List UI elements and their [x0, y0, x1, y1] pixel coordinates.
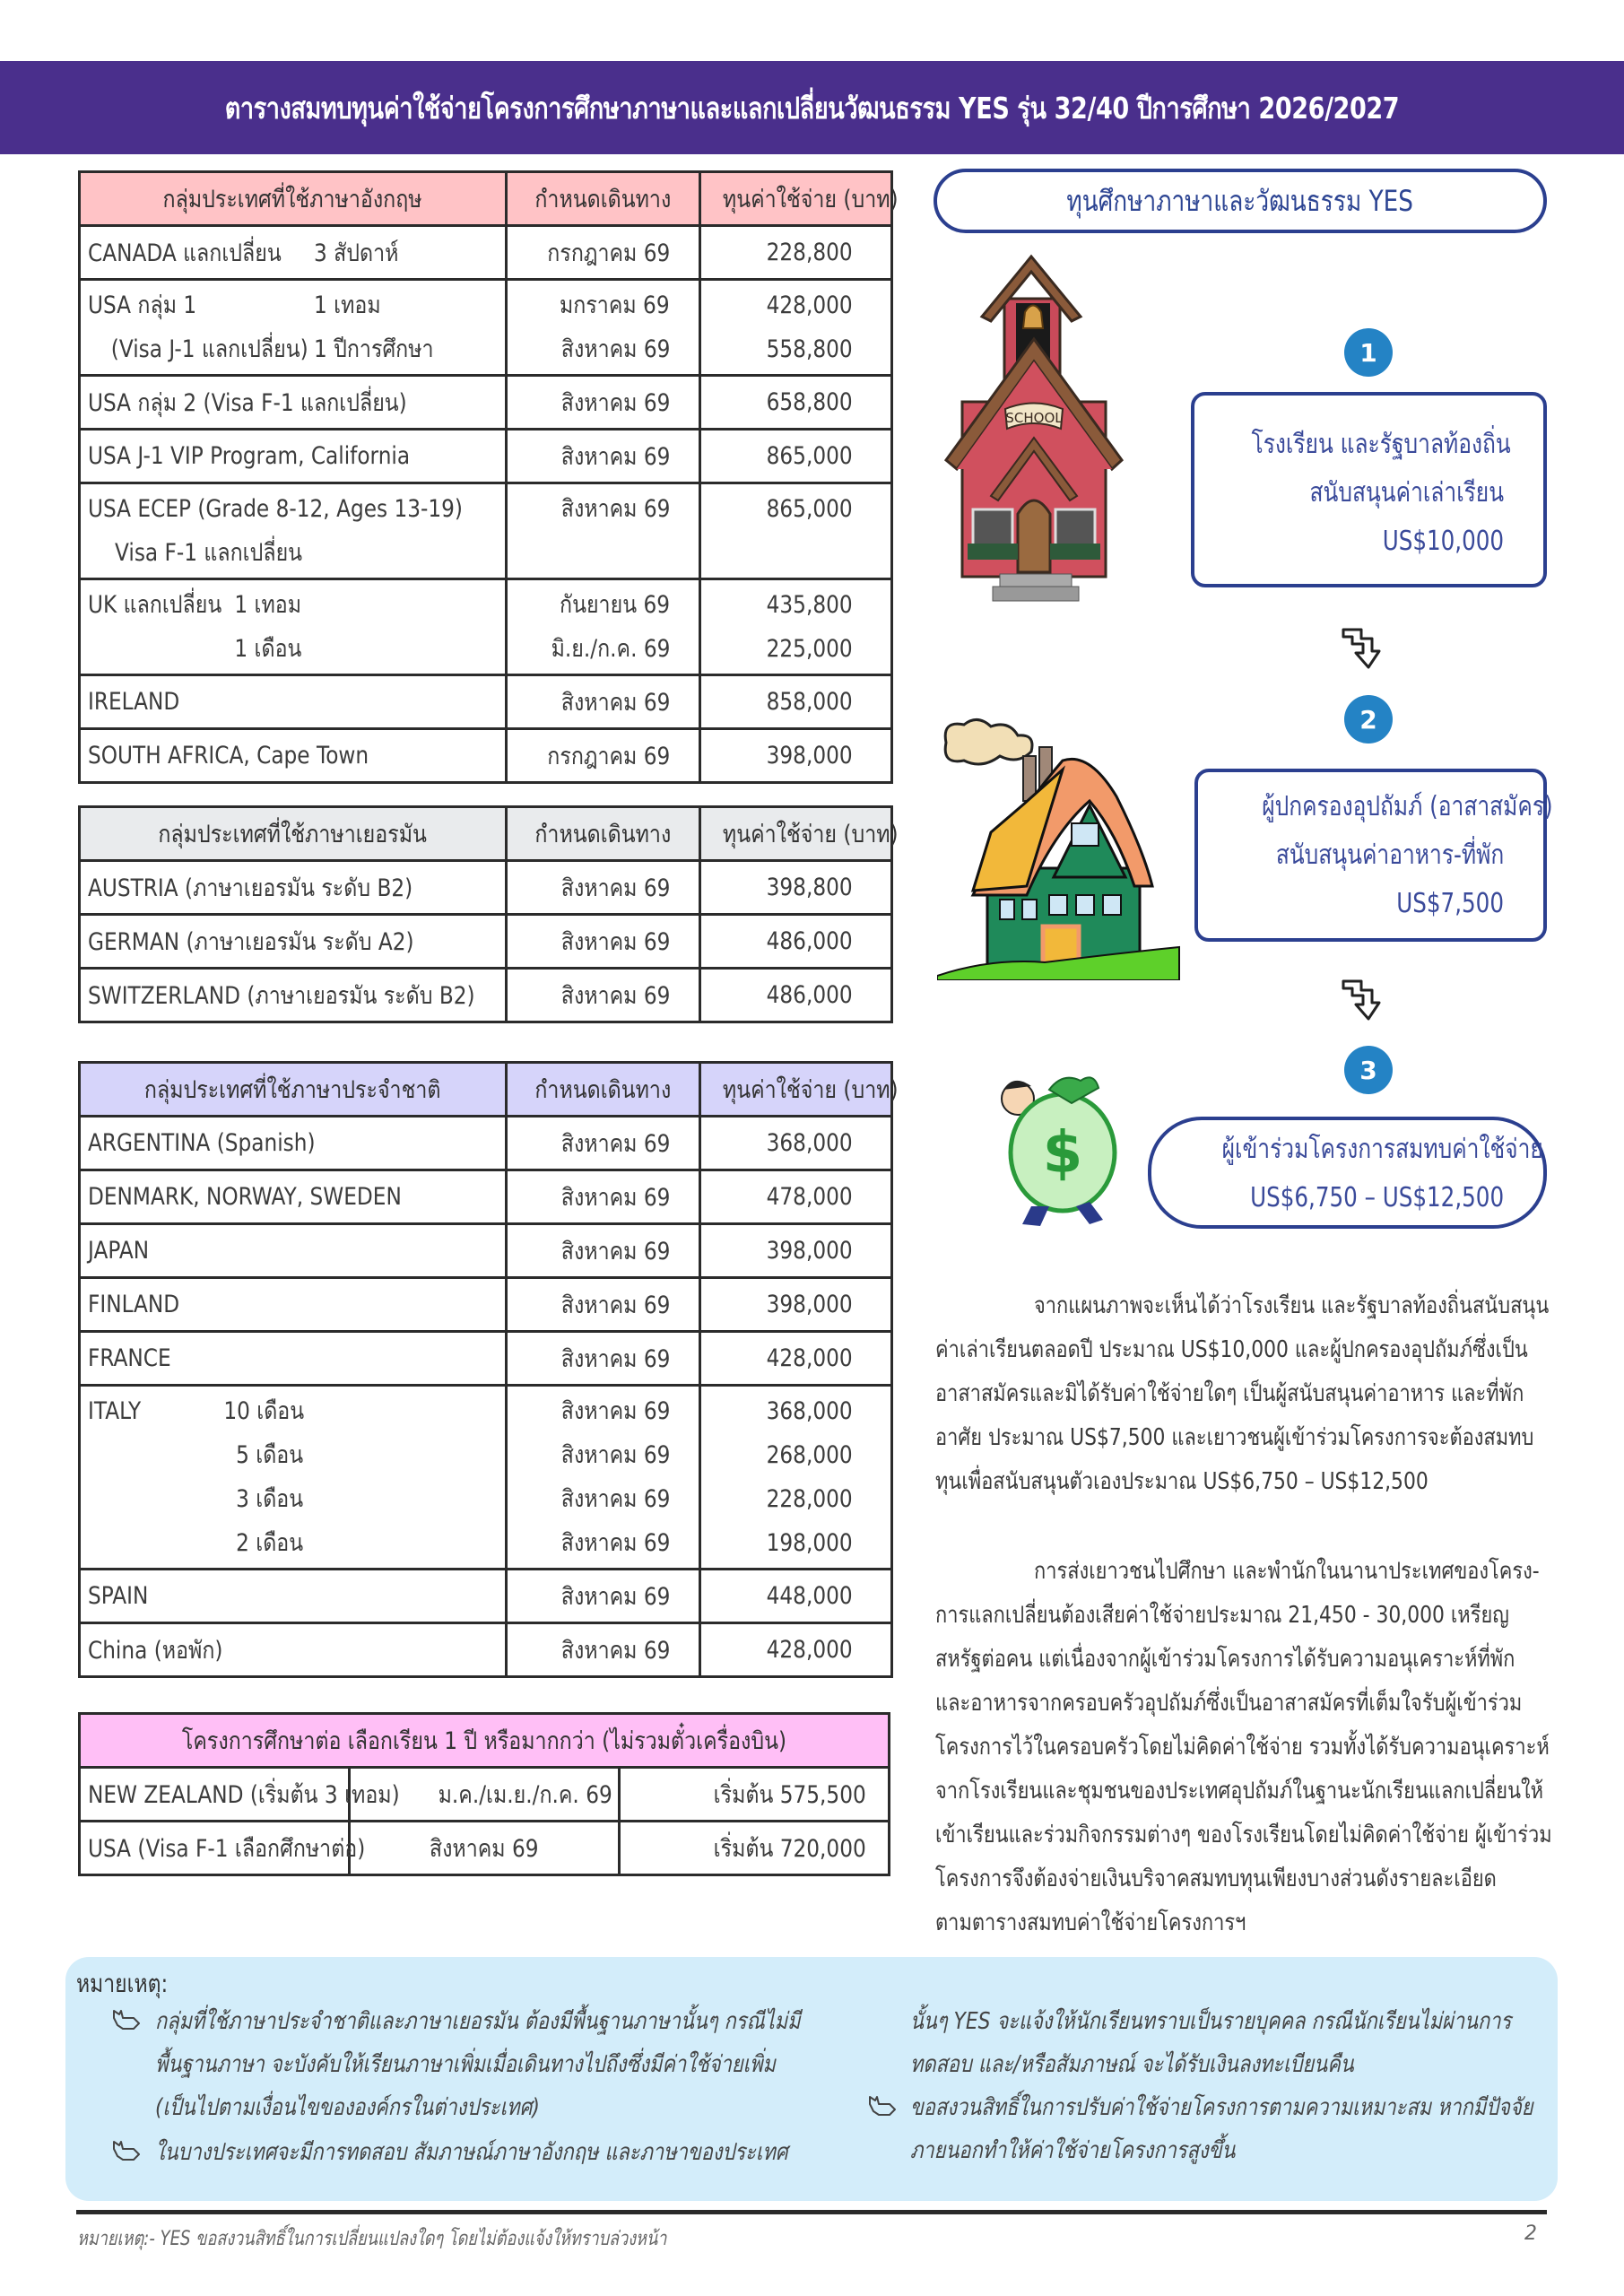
departure-date: สิงหาคม 69	[430, 1835, 539, 1863]
departure-date: สิงหาคม 69	[560, 874, 670, 902]
pointing-hand-icon	[110, 2138, 141, 2169]
departure-date: สิงหาคม 69	[560, 389, 670, 417]
cost-column-header: ทุนค่าใช้จ่าย (บาท)	[700, 1063, 892, 1117]
duration: 3 สัปดาห์	[313, 239, 399, 267]
english-group-table	[78, 170, 899, 784]
cost-value: เริ่มต้น 720,000	[713, 1835, 866, 1863]
svg-text:SCHOOL: SCHOOL	[1005, 410, 1063, 426]
cost-value: 486,000	[766, 927, 853, 955]
cost-value: 368,000	[766, 1397, 853, 1425]
country-name: USA ECEP (Grade 8-12, Ages 13-19)	[88, 495, 463, 523]
departure-date: สิงหาคม 69	[560, 1345, 670, 1373]
country-name: CANADA แลกเปลี่ยน 3 สัปดาห์	[88, 239, 399, 267]
table-row	[80, 430, 892, 483]
note-line: ภายนอกทำให้ค่าใช้จ่ายโครงการสูงขึ้น	[910, 2137, 1236, 2164]
country-name: FINLAND	[88, 1291, 180, 1318]
country-name: DENMARK, NORWAY, SWEDEN	[88, 1183, 402, 1211]
cost-value: 198,000	[766, 1529, 853, 1557]
country-name: USA J-1 VIP Program, California	[88, 442, 411, 470]
host-family-house-illustration	[937, 716, 1193, 980]
country-name: GERMAN (ภาษาเยอรมัน ระดับ A2)	[88, 928, 414, 956]
country-name: China (หอพัก)	[88, 1637, 223, 1665]
cost-value: 486,000	[766, 981, 853, 1009]
group-header: โครงการศึกษาต่อ เลือกเรียน 1 ปี หรือมากกว่า (ไม่รวมตั๋วเครื่องบิน)	[80, 1714, 890, 1768]
country-name: ITALY 10 เดือน	[88, 1397, 305, 1425]
cost-value: 368,000	[766, 1129, 853, 1157]
step-1-badge: 1	[1344, 328, 1393, 377]
date-column-header: กำหนดเดินทาง	[507, 1063, 700, 1117]
date-column-header: กำหนดเดินทาง	[507, 807, 700, 861]
page-number: 2	[1524, 2222, 1537, 2245]
title-banner	[0, 61, 1624, 154]
country-subline: (Visa J-1 แลกเปลี่ยน) 1 ปีการศึกษา	[110, 335, 434, 363]
table-row	[80, 1768, 890, 1822]
cost-column-header: ทุนค่าใช้จ่าย (บาท)	[700, 807, 892, 861]
notes-title: หมายเหตุ:	[76, 1969, 169, 1998]
departure-date: สิงหาคม 69	[560, 1292, 670, 1319]
cost-value: 658,800	[766, 388, 853, 416]
departure-date: สิงหาคม 69	[560, 928, 670, 956]
departure-date: สิงหาคม 69	[560, 1529, 670, 1557]
table-row	[80, 1170, 892, 1224]
country-subline: Visa F-1 แลกเปลี่ยน	[115, 539, 303, 567]
table-header-row	[80, 1063, 892, 1117]
explanation-paragraph-1: จากแผนภาพจะเห็นได้ว่าโรงเรียน และรัฐบาลท้องถิ่นสนับสนุน ค่าเล่าเรียนตลอดปี ประมาณ US$10,000 และผู้ปกครองอุปถัมภ์ซึ่งเป็น อาสาสมัครและมิได้รับค่าใช้จ่ายใดๆ เป็นผู้สนับสนุนค่าอาหาร และที่พัก อาศัย ประมาณ US$7,500 และเยาวชนผู้เข้าร่วมโครงการจะต้องสมทบ ทุนเพื่อสนับสนุนตัวเองประมาณ US$6,750 – US$12,500	[935, 1292, 1550, 1495]
footer-note: หมายเหตุ:- YES ขอสงวนสิทธิ์ในการเปลี่ยนแปลงใดๆ โดยไม่ต้องแจ้งให้ทราบล่วงหน้า	[77, 2228, 667, 2250]
departure-date: มกราคม 69	[560, 291, 670, 319]
country-name: NEW ZEALAND (เริ่มต้น 3 เทอม)	[88, 1781, 400, 1809]
step-2-box: ผู้ปกครองอุปถัมภ์ (อาสาสมัคร) สนับสนุนค่าอาหาร-ที่พัก US$7,500	[1194, 769, 1547, 942]
country-name: IRELAND	[88, 688, 180, 716]
money-bag-illustration	[991, 1063, 1134, 1229]
table-row	[80, 1822, 890, 1875]
table-row	[80, 969, 892, 1022]
country-name: AUSTRIA (ภาษาเยอรมัน ระดับ B2)	[88, 874, 413, 902]
duration: 1 เทอม	[234, 591, 302, 619]
departure-date: สิงหาคม 69	[560, 1184, 670, 1212]
departure-date: สิงหาคม 69	[560, 982, 670, 1010]
cost-value: 428,000	[766, 1636, 853, 1664]
footer-divider	[76, 2210, 1547, 2214]
table-row	[80, 226, 892, 280]
departure-date: มิ.ย./ก.ค. 69	[551, 635, 670, 663]
duration-option: 10 เดือน	[223, 1397, 305, 1425]
cost-value: 478,000	[766, 1183, 853, 1211]
country-name: FRANCE	[88, 1344, 171, 1372]
departure-date: สิงหาคม 69	[560, 1130, 670, 1158]
departure-date: สิงหาคม 69	[560, 1583, 670, 1611]
group-header: กลุ่มประเทศที่ใช้ภาษาเยอรมัน	[80, 807, 507, 861]
duration-option: 2 เดือน	[236, 1529, 304, 1557]
departure-date: ม.ค./เม.ย./ก.ค. 69	[438, 1781, 612, 1809]
table-row	[80, 1278, 892, 1332]
down-arrow-icon	[1340, 626, 1385, 671]
group-header: กลุ่มประเทศที่ใช้ภาษาอังกฤษ	[80, 172, 507, 226]
down-arrow-icon	[1340, 978, 1385, 1022]
cost-value: 428,000	[766, 291, 853, 319]
country-name: SOUTH AFRICA, Cape Town	[88, 742, 369, 770]
cost-value: 225,000	[766, 635, 853, 663]
cost-value: 558,800	[766, 335, 853, 363]
funding-title: ทุนศึกษาภาษาและวัฒนธรรม YES	[934, 169, 1547, 233]
step-1-box: โรงเรียน และรัฐบาลท้องถิ่น สนับสนุนค่าเล่าเรียน US$10,000	[1191, 392, 1547, 587]
table-row	[80, 1224, 892, 1278]
cost-value: 435,800	[766, 591, 853, 619]
notes-box	[65, 1957, 1558, 2201]
step-3-box: ผู้เข้าร่วมโครงการสมทบค่าใช้จ่าย US$6,750 – US$12,500	[1148, 1117, 1547, 1229]
departure-date: กันยายน 69	[560, 591, 670, 619]
further-study-table	[78, 1712, 890, 1876]
duration-option: 5 เดือน	[236, 1441, 304, 1469]
table-header-row	[80, 807, 892, 861]
pointing-hand-icon	[110, 2007, 141, 2038]
table-row	[80, 579, 892, 675]
note-line: พื้นฐานภาษา จะบังคับให้เรียนภาษาเพิ่มเมื่อเดินทางไปถึงซึ่งมีค่าใช้จ่ายเพิ่ม	[155, 2051, 776, 2078]
svg-text:$: $	[1042, 1120, 1083, 1187]
note-line: ในบางประเทศจะมีการทดสอบ สัมภาษณ์ภาษาอังกฤษ และภาษาของประเทศ	[155, 2139, 788, 2166]
note-line: ขอสงวนสิทธิ์ในการปรับค่าใช้จ่ายโครงการตามความเหมาะสม หากมีปัจจัย	[910, 2094, 1533, 2121]
table-row	[80, 1570, 892, 1623]
country-name: USA กลุ่ม 2 (Visa F-1 แลกเปลี่ยน)	[88, 389, 407, 417]
cost-value: 398,000	[766, 1237, 853, 1265]
table-row	[80, 1117, 892, 1170]
departure-date: สิงหาคม 69	[560, 495, 670, 523]
departure-date: สิงหาคม 69	[560, 335, 670, 363]
departure-date: สิงหาคม 69	[560, 1238, 670, 1265]
german-group-table	[78, 805, 899, 1023]
cost-value: 398,000	[766, 1291, 853, 1318]
note-line: ทดสอบ และ/หรือสัมภาษณ์ จะได้รับเงินลงทะเบียนคืน	[910, 2051, 1354, 2078]
table-row	[80, 729, 892, 783]
country-name: USA กลุ่ม 1 1 เทอม	[88, 291, 381, 319]
country-subline	[88, 627, 301, 671]
cost-value: 448,000	[766, 1582, 853, 1610]
table-header-row	[80, 172, 892, 226]
explanation-paragraph-2: การส่งเยาวชนไปศึกษา และพำนักในนานาประเทศของโครง- การแลกเปลี่ยนต้องเสียค่าใช้จ่ายประมาณ 21,450 - 30,000 เหรียญ สหรัฐต่อคน แต่เนื่องจากผู้เข้าร่วมโครงการได้รับความอนุเคราะห์ที่พัก และอาหารจากครอบครัวอุปถัมภ์ซึ่งเป็นอาสาสมัครที่เต็มใจรับผู้เข้าร่วม โครงการไว้ในครอบครัวโดยไม่คิดค่าใช้จ่าย รวมทั้งได้รับความอนุเคราะห์ จากโรงเรียนและชุมชนของประเทศอุปถัมภ์ในฐานะนักเรียนแลกเปลี่ยนให้ เข้าเรียนและร่วมกิจกรรมต่างๆ ของโรงเรียนโดยไม่คิดค่าใช้จ่าย ผู้เข้าร่วม โครงการจึงต้องจ่ายเงินบริจาคสมทบทุนเพียงบางส่วนดังรายละเอียด ตามตารางสมทบค่าใช้จ่ายโครงการฯ	[935, 1558, 1552, 1936]
step-2-badge: 2	[1344, 695, 1393, 744]
cost-value: 398,800	[766, 874, 853, 901]
table-row	[80, 280, 892, 376]
country-name: SWITZERLAND (ภาษาเยอรมัน ระดับ B2)	[88, 982, 475, 1010]
table-row	[80, 483, 892, 579]
departure-date: กรกฎาคม 69	[547, 743, 670, 770]
cost-value: 865,000	[766, 442, 853, 470]
pointing-hand-icon	[866, 2093, 897, 2124]
country-name: ARGENTINA (Spanish)	[88, 1129, 316, 1157]
departure-date: กรกฎาคม 69	[547, 239, 670, 267]
table-row	[80, 376, 892, 430]
country-name: SPAIN	[88, 1582, 149, 1610]
duration: 1 เดือน	[234, 635, 302, 663]
cost-value: 858,000	[766, 688, 853, 716]
note-line: นั้นๆ YES จะแจ้งให้นักเรียนทราบเป็นรายบุคคล กรณีนักเรียนไม่ผ่านการ	[910, 2008, 1512, 2035]
school-house-illustration	[937, 249, 1125, 608]
page-title: ตารางสมทบทุนค่าใช้จ่ายโครงการศึกษาภาษาและแลกเปลี่ยนวัฒนธรรม YES รุ่น 32/40 ปีการศึกษา 2026/2027	[224, 90, 1400, 126]
table-row	[80, 1623, 892, 1677]
cost-value: 398,000	[766, 742, 853, 770]
country-name: USA (Visa F-1 เลือกศึกษาต่อ)	[88, 1835, 366, 1863]
date-column-header: กำหนดเดินทาง	[507, 172, 700, 226]
national-language-group-table	[78, 1061, 899, 1678]
table-header-row	[80, 1714, 890, 1768]
departure-date: สิงหาคม 69	[560, 1441, 670, 1469]
table-row	[80, 915, 892, 969]
table-row	[80, 861, 892, 915]
country-name: UK แลกเปลี่ยน 1 เทอม	[88, 591, 302, 619]
departure-date: สิงหาคม 69	[560, 1637, 670, 1665]
table-row	[80, 675, 892, 729]
cost-value: 268,000	[766, 1441, 853, 1469]
cost-value: 865,000	[766, 495, 853, 523]
departure-date: สิงหาคม 69	[560, 689, 670, 717]
cost-column-header: ทุนค่าใช้จ่าย (บาท)	[700, 172, 892, 226]
departure-date: สิงหาคม 69	[560, 1485, 670, 1513]
cost-value: 228,800	[766, 239, 853, 266]
duration: 1 ปีการศึกษา	[313, 335, 434, 363]
table-row	[80, 1332, 892, 1386]
step-3-badge: 3	[1344, 1046, 1393, 1094]
group-header: กลุ่มประเทศที่ใช้ภาษาประจำชาติ	[80, 1063, 507, 1117]
cost-value: เริ่มต้น 575,500	[713, 1781, 866, 1809]
departure-date: สิงหาคม 69	[560, 1397, 670, 1425]
duration: 1 เทอม	[313, 291, 381, 319]
duration-option: 3 เดือน	[236, 1485, 304, 1513]
table-row-italy	[80, 1386, 892, 1570]
note-line: (เป็นไปตามเงื่อนไขขององค์กรในต่างประเทศ)	[155, 2094, 540, 2121]
cost-value: 428,000	[766, 1344, 853, 1372]
country-name: JAPAN	[88, 1237, 150, 1265]
departure-date: สิงหาคม 69	[560, 443, 670, 471]
note-line: กลุ่มที่ใช้ภาษาประจำชาติและภาษาเยอรมัน ต้องมีพื้นฐานภาษานั้นๆ กรณีไม่มี	[155, 2008, 801, 2035]
cost-value: 228,000	[766, 1485, 853, 1513]
